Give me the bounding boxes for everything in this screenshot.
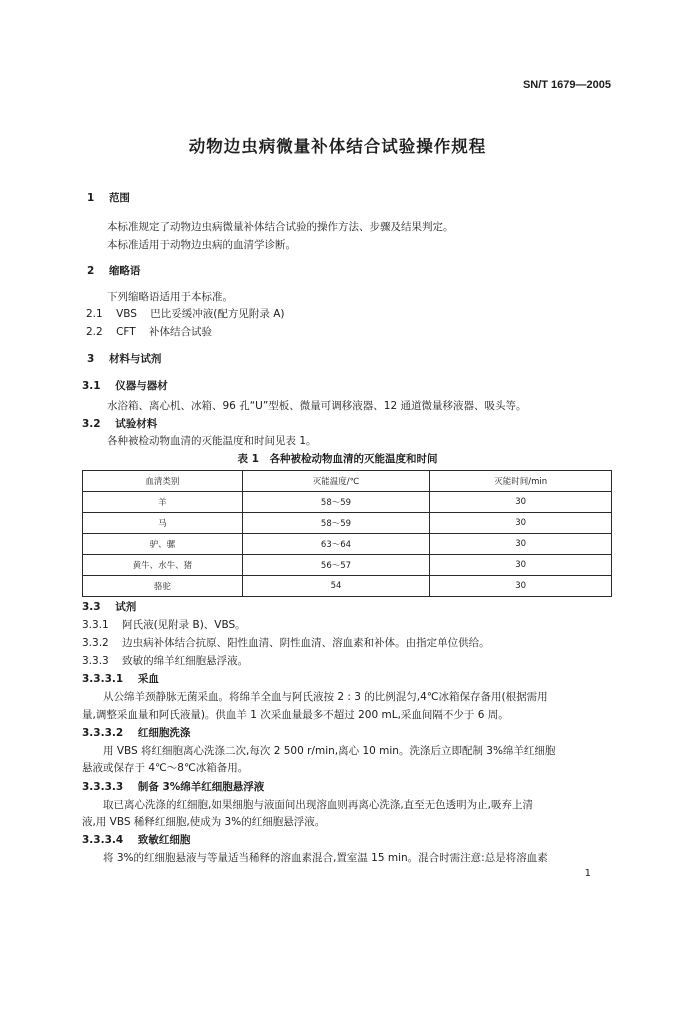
section-number: 2 [87, 265, 95, 277]
clause-heading [82, 832, 190, 847]
table-cell: 58～59 [242, 492, 430, 513]
table-cell: 30 [430, 534, 612, 555]
subsection-title: 仪器与器材 [115, 380, 168, 392]
clause-text: 致敏的绵羊红细胞悬浮液。 [122, 655, 249, 667]
subsection-number: 3.1 [82, 380, 101, 392]
table-header-row [83, 471, 612, 492]
clause-title: 红细胞洗涤 [137, 727, 191, 739]
table-cell: 30 [430, 576, 612, 597]
clause-number: 3.3.3.4 [82, 834, 124, 846]
paragraph: 本标准适用于动物边虫病的血清学诊断。 [107, 239, 296, 251]
clause-heading [82, 779, 264, 794]
table-cell: 56～57 [242, 555, 430, 576]
subsection-heading [82, 378, 168, 393]
abbr: CFT [116, 326, 136, 338]
table-caption: 表 1 各种被检动物血清的灭能温度和时间 [237, 453, 438, 465]
clause-heading [82, 671, 159, 686]
clause-text: 阿氏液(见附录 B)、VBS。 [122, 619, 246, 631]
table-cell: 58～59 [242, 513, 430, 534]
clause-number: 3.3.1 [82, 619, 109, 631]
clause-number: 3.3.2 [82, 637, 109, 649]
table-cell: 63～64 [242, 534, 430, 555]
clause-title: 制备 3%绵羊红细胞悬浮液 [137, 781, 265, 793]
paragraph: 悬液或保存于 4℃～8℃冰箱备用。 [82, 762, 249, 774]
paragraph: 取已离心洗涤的红细胞,如果细胞与液面间出现溶血则再离心洗涤,直至无色透明为止,吸弃上清 [103, 799, 534, 811]
clause-number: 3.3.3.2 [82, 727, 124, 739]
paragraph: 用 VBS 将红细胞离心洗涤二次,每次 2 500 r/min,离心 10 min。洗涤后立即配制 3%绵羊红细胞 [103, 745, 556, 757]
table-row [83, 534, 612, 555]
standard-number: SN/T 1679—2005 [522, 79, 611, 91]
section-number: 3 [87, 353, 95, 365]
section-2-heading [87, 263, 140, 278]
clause-heading [82, 725, 190, 740]
subsection-heading [82, 416, 157, 431]
section-title: 范围 [108, 192, 130, 204]
table-row [83, 576, 612, 597]
paragraph: 水浴箱、离心机、冰箱、96 孔“U”型板、微量可调移液器、12 通道微量移液器、吸头等。 [107, 400, 527, 412]
document-title: 动物边虫病微量补体结合试验操作规程 [188, 137, 487, 156]
abbr-item [86, 306, 285, 321]
table-cell: 54 [242, 576, 430, 597]
section-number: 1 [87, 192, 95, 204]
table-cell: 骆驼 [83, 576, 243, 597]
paragraph: 液,用 VBS 稀释红细胞,使成为 3%的红细胞悬浮液。 [82, 816, 326, 828]
clause [82, 653, 248, 668]
table-header-cell: 灭能温度/℃ [242, 471, 430, 492]
table-cell: 驴、骡 [83, 534, 243, 555]
page-number: 1 [584, 868, 591, 879]
abbr-item [86, 324, 212, 339]
clause-title: 采血 [137, 673, 159, 685]
section-title: 材料与试剂 [108, 353, 162, 365]
table-header-cell: 血清类别 [83, 471, 243, 492]
paragraph: 各种被检动物血清的灭能温度和时间见表 1。 [107, 435, 317, 447]
subsection-number: 3.2 [82, 418, 101, 430]
item-number: 2.1 [86, 308, 103, 320]
table-row [83, 555, 612, 576]
abbr: VBS [116, 308, 137, 320]
table-row [83, 513, 612, 534]
subsection-title: 试验材料 [115, 418, 158, 430]
subsection-title: 试剂 [115, 601, 137, 613]
paragraph: 量,调整采血量和阿氏液量)。供血羊 1 次采血量最多不超过 200 mL,采血间隔不少于 6 周。 [82, 709, 509, 721]
table-row [83, 492, 612, 513]
clause-text: 边虫病补体结合抗原、阳性血清、阴性血清、溶血素和补体。由指定单位供给。 [122, 637, 490, 649]
table-1 [82, 470, 612, 597]
abbr-text: 巴比妥缓冲液(配方见附录 A) [150, 308, 285, 320]
section-title: 缩略语 [108, 265, 141, 277]
clause-number: 3.3.3 [82, 655, 109, 667]
clause-number: 3.3.3.1 [82, 673, 124, 685]
table-cell: 黄牛、水牛、猪 [83, 555, 243, 576]
paragraph: 将 3%的红细胞悬液与等量适当稀释的溶血素混合,置室温 15 min。混合时需注意:总是将溶血素 [103, 852, 548, 864]
table-header-cell: 灭能时间/min [430, 471, 612, 492]
table-cell: 30 [430, 513, 612, 534]
section-1-heading [87, 190, 130, 205]
paragraph: 下列缩略语适用于本标准。 [107, 291, 233, 303]
table-cell: 30 [430, 492, 612, 513]
paragraph: 本标准规定了动物边虫病微量补体结合试验的操作方法、步骤及结果判定。 [107, 221, 454, 233]
item-number: 2.2 [86, 326, 103, 338]
clause-title: 致敏红细胞 [137, 834, 191, 846]
subsection-number: 3.3 [82, 601, 101, 613]
table-cell: 马 [83, 513, 243, 534]
paragraph: 从公绵羊颈静脉无菌采血。将绵羊全血与阿氏液按 2 : 3 的比例混匀,4℃冰箱保存备用(根据需用 [103, 691, 548, 703]
table-cell: 羊 [83, 492, 243, 513]
subsection-heading [82, 599, 136, 614]
abbr-text: 补体结合试验 [149, 326, 213, 338]
clause [82, 617, 246, 632]
section-3-heading [87, 351, 161, 366]
clause-number: 3.3.3.3 [82, 781, 124, 793]
table-cell: 30 [430, 555, 612, 576]
clause [82, 635, 490, 650]
